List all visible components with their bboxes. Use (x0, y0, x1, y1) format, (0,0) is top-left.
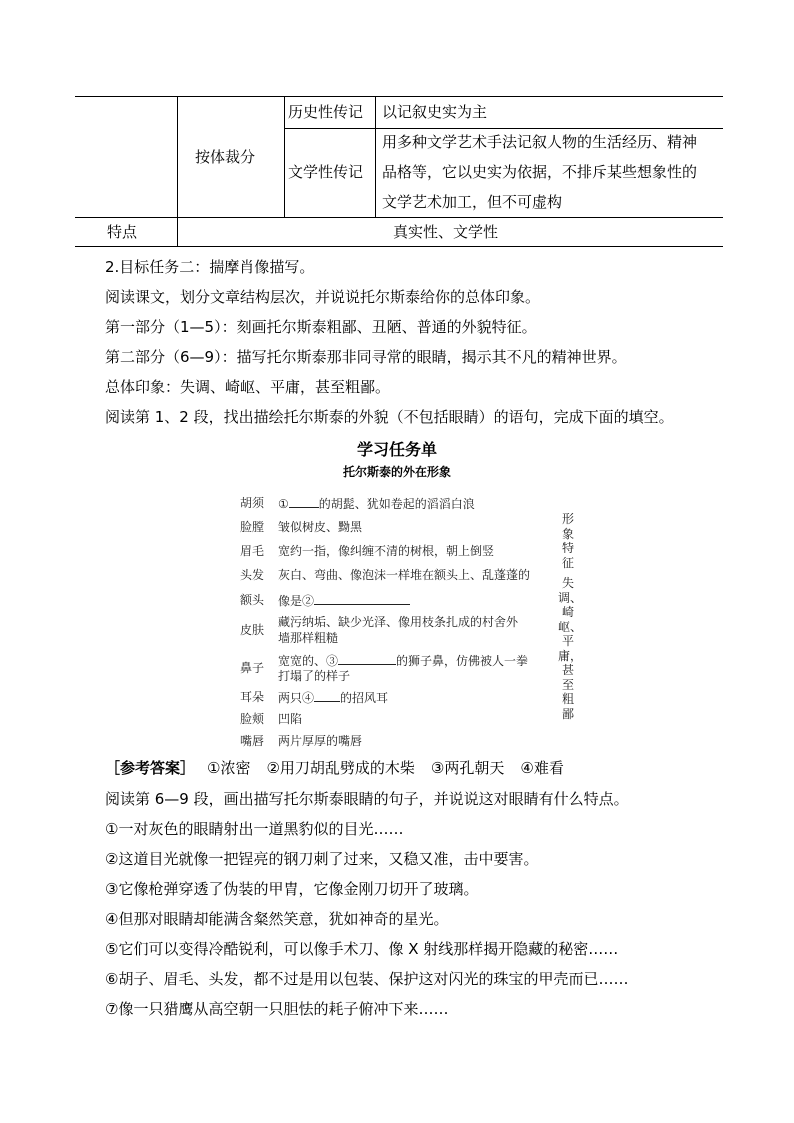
genre-table (75, 96, 723, 248)
paragraph: ⑦像一只猎鹰从高空朝一只胆怯的耗子俯冲下来…… (105, 1000, 449, 1018)
feature-label: 特点 (107, 223, 138, 241)
row-label: 皮肤 (240, 623, 265, 637)
row-label: 胡须 (240, 496, 265, 510)
desc-literary-line: 文学艺术加工，但不可虚构 (382, 193, 563, 211)
reference-answer (105, 758, 564, 778)
row-label: 额头 (240, 593, 265, 607)
answer-blank-1[interactable] (289, 494, 319, 508)
paragraph: 总体印象：失调、崎岖、平庸，甚至粗鄙。 (105, 378, 391, 396)
row-label: 嘴唇 (240, 734, 265, 748)
paragraph: 阅读第 1、2 段，找出描绘托尔斯泰的外貌（不包括眼睛）的语句，完成下面的填空。 (105, 408, 674, 426)
paragraph: ④但那对眼睛却能满含粲然笑意，犹如神奇的星光。 (105, 910, 449, 928)
answer-item: ③两孔朝天 (430, 759, 505, 777)
row-label: 脸颊 (240, 712, 265, 726)
paragraph: 2.目标任务二：揣摩肖像描写。 (105, 258, 315, 276)
category-cell: 按体裁分 (195, 148, 256, 166)
answer-item: ②用刀胡乱劈成的木柴 (266, 759, 415, 777)
side-value: 失调、崎岖、平庸，甚至粗鄙 (558, 576, 583, 721)
answer-item: ①浓密 (207, 759, 251, 777)
answer-blank-3[interactable] (338, 651, 396, 665)
answer-blank-2[interactable] (314, 591, 410, 605)
type-historical: 历史性传记 (288, 103, 364, 121)
row-text: 灰白、弯曲、像泡沫一样堆在额头上、乱蓬蓬的 (278, 568, 531, 582)
paragraph: ③它像枪弹穿透了伪装的甲胄，它像金刚刀切开了玻璃。 (105, 880, 479, 898)
row-text: 打塌了的样子 (278, 669, 351, 683)
table-border (284, 96, 285, 217)
row-text: 凹陷 (278, 712, 303, 726)
row-text: 的胡髭、犹如卷起的滔滔白浪 (318, 497, 475, 511)
row-text: 两只④ (278, 691, 315, 705)
row-text: 藏污纳垢、缺少光泽、像用枝条扎成的村舍外 (278, 615, 519, 629)
row-label: 眉毛 (240, 544, 265, 558)
image-feature-sidebar (558, 512, 583, 721)
table-border (375, 96, 376, 217)
row-text: 的狮子鼻，仿佛被人一拳 (396, 654, 529, 668)
worksheet-title: 学习任务单 (356, 440, 437, 459)
row-text: 两片厚厚的嘴唇 (278, 734, 363, 748)
row-text: 墙那样粗糙 (278, 631, 339, 645)
paragraph: 阅读第 6—9 段，画出描写托尔斯泰眼睛的句子，并说说这对眼睛有什么特点。 (105, 790, 629, 808)
paragraph: ⑥胡子、眉毛、头发，都不过是用以包装、保护这对闪光的珠宝的甲壳而已…… (105, 970, 629, 988)
paragraph: 第一部分（1—5）：刻画托尔斯泰粗鄙、丑陋、普通的外貌特征。 (105, 318, 537, 336)
row-text: 皱似树皮、黝黑 (278, 520, 363, 534)
feature-value: 真实性、文学性 (393, 223, 499, 241)
paragraph: ⑤它们可以变得冷酷锐利，可以像手术刀、像 X 射线那样揭开隐藏的秘密…… (105, 940, 619, 958)
row-label: 头发 (240, 568, 265, 582)
row-text: ① (278, 497, 289, 511)
row-label: 脸膛 (240, 520, 265, 534)
row-text: 宽约一指，像纠缠不清的树根，朝上倒竖 (278, 544, 495, 558)
row-text: 像是② (278, 594, 315, 608)
desc-literary-line: 用多种文学艺术手法记叙人物的生活经历、精神 (382, 133, 698, 151)
type-literary: 文学性传记 (288, 163, 364, 181)
appearance-form (240, 492, 600, 752)
answer-item: ④难看 (520, 759, 564, 777)
worksheet-subtitle: 托尔斯泰的外在形象 (342, 465, 451, 479)
paragraph: ①一对灰色的眼睛射出一道黑豹似的目光…… (105, 820, 404, 838)
row-text: 宽宽的、③ (278, 654, 339, 668)
table-border (75, 96, 723, 97)
paragraph: 阅读课文，划分文章结构层次，并说说托尔斯泰给你的总体印象。 (105, 288, 541, 306)
row-text: 的招风耳 (340, 691, 389, 705)
desc-historical: 以记叙史实为主 (382, 103, 488, 121)
paragraph: 第二部分（6—9）：描写托尔斯泰那非同寻常的眼睛，揭示其不凡的精神世界。 (105, 348, 627, 366)
answer-label: ［参考答案］ (105, 759, 196, 777)
answer-blank-4[interactable] (314, 688, 340, 702)
desc-literary-line: 品格等，它以史实为依据，不排斥某些想象性的 (382, 163, 698, 181)
paragraph: ②这道目光就像一把锃亮的钢刀刺了过来，又稳又准，击中要害。 (105, 850, 539, 868)
row-label: 鼻子 (240, 661, 265, 675)
table-border (177, 96, 178, 247)
row-label: 耳朵 (240, 690, 265, 704)
side-label: 形象特征 (561, 512, 574, 570)
